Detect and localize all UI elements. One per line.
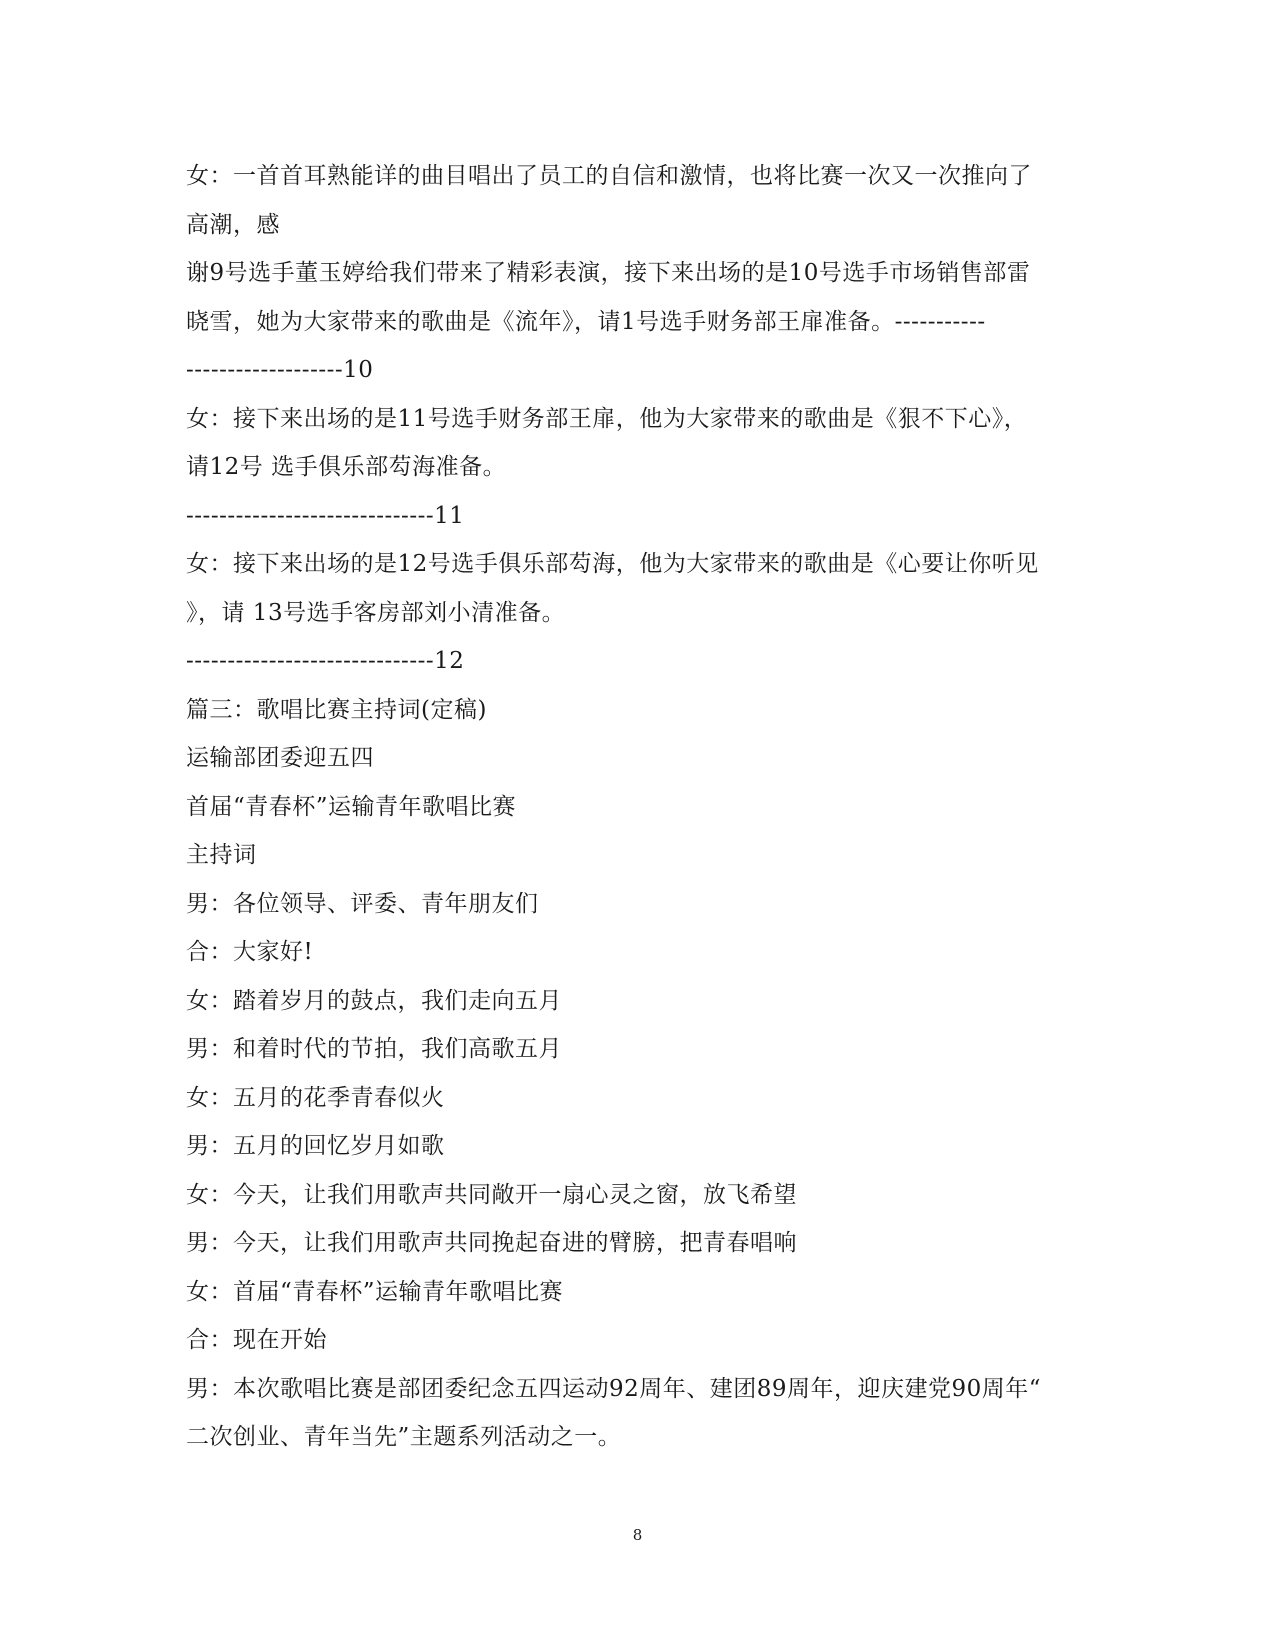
text-line: 晓雪，她为大家带来的歌曲是《流年》，请1号选手财务部王扉准备。----------- (186, 308, 986, 335)
body-text (186, 152, 1076, 1462)
text-line: 男：今天，让我们用歌声共同挽起奋进的臂膀，把青春唱响 (186, 1230, 797, 1256)
text-line: 运输部团委迎五四 (186, 745, 374, 771)
text-line: 女：一首首耳熟能详的曲目唱出了员工的自信和激情，也将比赛一次又一次推向了 (186, 163, 1032, 189)
text-line: 合：大家好! (186, 939, 314, 965)
text-line: 男：各位领导、评委、青年朋友们 (186, 890, 539, 917)
text-line: 女：接下来出场的是12号选手俱乐部芶海，他为大家带来的歌曲是《心要让你听见 (186, 551, 1039, 577)
text-line: 》，请 13号选手客房部刘小清准备。 (186, 599, 566, 626)
text-line: 女：踏着岁月的鼓点，我们走向五月 (186, 987, 562, 1014)
text-line: 男：和着时代的节拍，我们高歌五月 (186, 1036, 562, 1062)
text-line: 高潮，感 (186, 211, 280, 238)
text-line: 主持词 (186, 842, 257, 868)
text-line: 谢9号选手董玉婷给我们带来了精彩表演，接下来出场的是10号选手市场销售部雷 (186, 260, 1031, 286)
text-line: 请12号 选手俱乐部芶海准备。 (186, 454, 507, 480)
text-line: 合：现在开始 (186, 1327, 327, 1353)
text-line: 女：五月的花季青春似火 (186, 1084, 445, 1111)
text-line: -------------------10 (186, 357, 374, 383)
text-line: 女：接下来出场的是11号选手财务部王扉，他为大家带来的歌曲是《狠不下心》， (186, 405, 1028, 432)
text-line: 二次创业、青年当先”主题系列活动之一。 (186, 1424, 622, 1450)
text-line: 男：本次歌唱比赛是部团委纪念五四运动92周年、建团89周年，迎庆建党90周年“ (186, 1375, 1042, 1402)
text-line: 首届“青春杯”运输青年歌唱比赛 (186, 793, 517, 820)
text-line: 女：首届“青春杯”运输青年歌唱比赛 (186, 1278, 564, 1305)
section-heading: 篇三：歌唱比赛主持词(定稿) (186, 696, 487, 723)
text-line: 男：五月的回忆岁月如歌 (186, 1133, 445, 1159)
text-line: 女：今天，让我们用歌声共同敞开一扇心灵之窗，放飞希望 (186, 1181, 797, 1208)
text-line: ------------------------------11 (186, 502, 465, 529)
text-line: ------------------------------12 (186, 648, 465, 674)
page-number: 8 (632, 1526, 643, 1544)
